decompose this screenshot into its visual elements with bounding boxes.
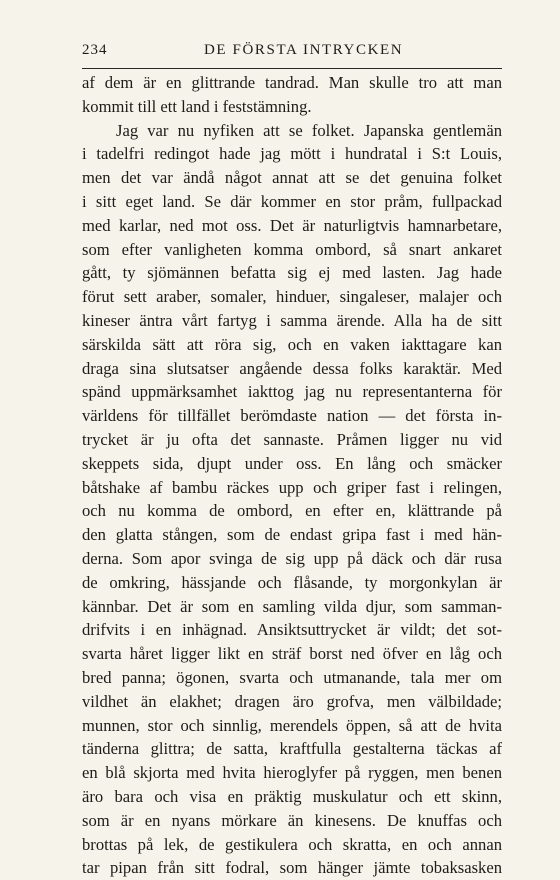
text-line: och nu komma de ombord, en efter en, klättrande på: [82, 501, 502, 521]
text-line: förut sett araber, somaler, hinduer, singaleser, malajer och: [82, 287, 502, 307]
text-line: vildhet än elakhet; dragen äro grofva, men välbildade;: [82, 691, 502, 711]
page-number: 234: [82, 42, 108, 58]
text-line: i sitt eget land. Se där kommer en stor pråm, fullpackad: [82, 191, 502, 211]
text-line: tar pipan från sitt fodral, som hänger jämte tobaksasken: [82, 858, 502, 878]
text-line: skeppets sida, djupt under oss. En lång och smäcker: [82, 453, 502, 473]
text-line: spänd uppmärksamhet iakttog jag nu representanterna för: [82, 382, 502, 402]
header-rule: [82, 68, 502, 69]
text-line: kineser äntra vårt fartyg i samma ärende. Alla ha de sitt: [82, 310, 502, 330]
text-line: som efter vanligheten komma ombord, så snart ankaret: [82, 239, 502, 259]
text-line: med karlar, ned mot oss. Det är naturligtvis hamnarbetare,: [82, 215, 502, 235]
text-line: kännbar. Det är som en samling vilda djur, som samman-: [82, 596, 502, 616]
text-line: drifvits i en inhägnad. Ansiktsuttrycket är vildt; det sot-: [82, 620, 502, 640]
text-line: kommit till ett land i feststämning.: [82, 96, 312, 116]
text-line: tänderna glittra; de satta, kraftfulla gestalterna täckas af: [82, 739, 502, 759]
text-line: munnen, stor och sinnlig, merendels öppen, så att de hvita: [82, 715, 502, 735]
text-line: draga sina slutsatser angående dessa folks karaktär. Med: [82, 358, 502, 378]
text-line: trycket är ju ofta det sannaste. Pråmen ligger nu vid: [82, 429, 502, 449]
text-line: de omkring, hässjande och flåsande, ty morgonkylan är: [82, 572, 502, 592]
text-line: af dem är en glittrande tandrad. Man skulle tro att man: [82, 73, 502, 92]
text-line: äro bara och visa en präktig muskulatur och ett skinn,: [82, 786, 502, 806]
running-title: DE FÖRSTA INTRYCKEN: [204, 42, 404, 58]
text-line: derna. Som apor svinga de sig upp på däck och där rusa: [82, 548, 502, 568]
text-line: den glatta stången, som de endast gripa fast i med hän-: [82, 525, 502, 545]
text-line: en blå skjorta med hvita hieroglyfer på ryggen, men benen: [82, 763, 502, 783]
text-line: svarta håret ligger likt en sträf borst ned öfver en låg och: [82, 644, 502, 664]
text-line: brottas på lek, de gestikulera och skratta, en och annan: [82, 834, 502, 854]
text-line: bred panna; ögonen, svarta och utmanande, tala mer om: [82, 667, 502, 687]
text-line: Jag var nu nyfiken att se folket. Japanska gentlemän: [116, 120, 502, 140]
text-line: men det var ändå något annat att se det genuina folket: [82, 168, 502, 188]
text-line: världens för tillfället berömdaste nation — det första in-: [82, 406, 502, 426]
text-line: i tadelfri redingot hade jag mött i hundratal i S:t Louis,: [82, 144, 502, 164]
text-line: gått, ty sjömännen befatta sig ej med lasten. Jag hade: [82, 263, 502, 283]
body-text: [82, 71, 502, 880]
text-line: som är en nyans mörkare än kinesens. De knuffas och: [82, 810, 502, 830]
text-line: båtshake af bambu räckes upp och griper fast i relingen,: [82, 477, 502, 497]
text-line: särskilda sätt att röra sig, och en vaken iakttagare kan: [82, 334, 502, 354]
running-head: [82, 42, 502, 64]
